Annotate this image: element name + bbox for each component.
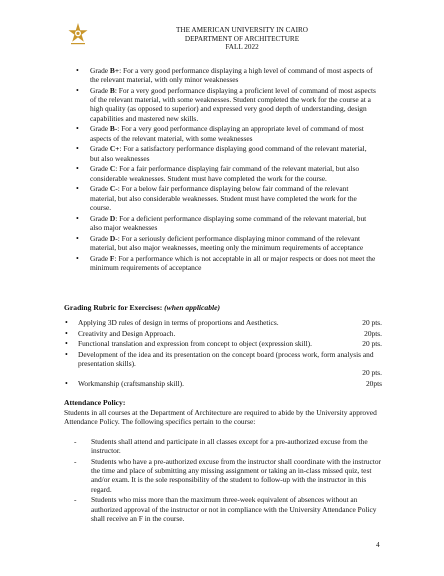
grade-item: • Grade C: For a fair performance displaying fair command of the relevant material, but also considerable weaknesses. Student must have completed the work for the course. — [76, 164, 376, 182]
department-name: DEPARTMENT OF ARCHITECTURE — [184, 34, 300, 43]
document-header — [120, 26, 364, 52]
rubric-points: 20pts — [365, 378, 382, 388]
grade-item: • Grade D: For a deficient performance displaying some command of the relevant material, but also major weaknesses — [76, 214, 376, 232]
rubric-points: 20 pts. — [362, 339, 382, 349]
grade-definitions-list — [76, 66, 376, 274]
grade-item: • Grade F: For a performance which is not acceptable in all or major respects or does not meet the minimum requirements of acceptance — [76, 254, 376, 272]
attendance-item: - Students who miss more than the maximum three-week equivalent of absences without an authorized approval of the instructor or not in compliance with the University Attendance Policy shall receive an F in the course. — [64, 495, 382, 523]
attendance-list — [64, 437, 382, 525]
term: FALL 2022 — [225, 43, 259, 52]
rubric-item: • Creativity and Design Approach. 20pts. — [64, 329, 382, 338]
rubric-points: 20 pts. — [362, 368, 382, 378]
rubric-item: • Development of the idea and its presentation on the concept board (process work, form analysis and presentation skills). 20 pts. — [64, 350, 382, 378]
page-number: 4 — [376, 540, 380, 549]
grade-item: • Grade B-: For a very good performance displaying an appropriate level of command of most aspects of the relevant material, with some weaknesses — [76, 124, 376, 142]
rubric-item: • Applying 3D rules of design in terms of proportions and Aesthetics. 20 pts. — [64, 318, 382, 327]
rubric-points: 20pts. — [364, 328, 382, 338]
rubric-heading: Grading Rubric for Exercises: (when applicable) — [64, 303, 221, 312]
university-name: THE AMERICAN UNIVERSITY IN CAIRO — [176, 26, 308, 34]
rubric-item: • Functional translation and expression from concept to object (expression skill). 20 pts. — [64, 339, 382, 348]
attendance-item: - Students shall attend and participate in all classes except for a pre-authorized excuse from the instructor. — [64, 437, 382, 455]
attendance-intro: Students in all courses at the Department of Architecture are required to abide by the University approved Attendance Policy. The following specifics pertain to the course: — [64, 408, 377, 427]
rubric-item: • Workmanship (craftsmanship skill). 20pts — [64, 379, 382, 388]
rubric-list — [64, 318, 382, 389]
attendance-item: - Students who have a pre-authorized excuse from the instructor shall coordinate with the instructor the time and place of submitting any missing assignment or taking an in-class missed quiz, test and/or exam. It is the sole responsibility of the student to follow-up with the instructor in this regard. — [64, 457, 382, 494]
university-logo-icon — [66, 22, 90, 46]
grade-item: • Grade B+: For a very good performance displaying a high level of command of most aspects of the relevant material, with only minor weaknesses — [76, 66, 376, 84]
rubric-points: 20 pts. — [362, 318, 382, 327]
grade-item: • Grade C+: For a satisfactory performance displaying good command of the relevant material, but also weaknesses — [76, 144, 376, 162]
grade-item: • Grade C-: For a below fair performance displaying below fair command of the relevant material, but also considerable weaknesses. Student must have completed the work for the course. — [76, 184, 376, 212]
attendance-heading: Attendance Policy: — [64, 398, 126, 407]
grade-item: • Grade D-: For a seriously deficient performance displaying minor command of the relevant material, but also major weaknesses, meeting only the minimum requirements of acceptance — [76, 234, 376, 252]
grade-item: • Grade B: For a very good performance displaying a proficient level of command of most aspects of the relevant material, with some weaknesses. Student completed the work for the course at a high quality (as opposed to superior) and expressed very good depth of understanding, design capabilities and mastered new skills. — [76, 86, 376, 123]
